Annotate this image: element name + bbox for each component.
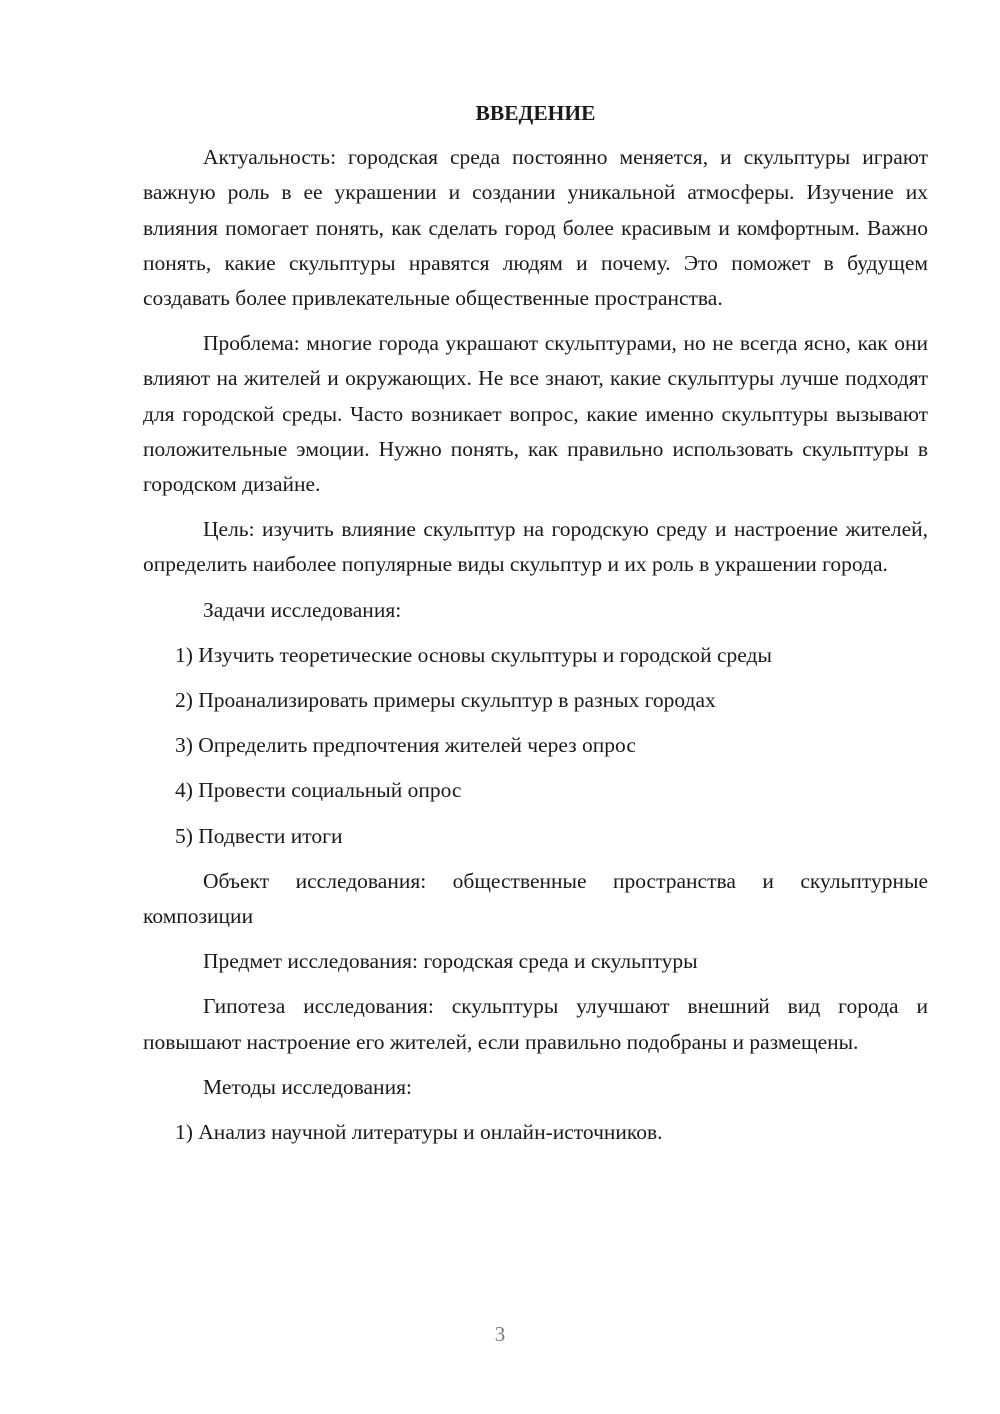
task-item-3: 3) Определить предпочтения жителей через опрос [175,733,636,758]
paragraph-subject: Предмет исследования: городская среда и скульптуры [203,949,698,974]
task-item-2: 2) Проанализировать примеры скульптур в разных городах [175,688,716,713]
methods-heading: Методы исследования: [203,1074,412,1099]
paragraph-relevance: Актуальность: городская среда постоянно меняется, и скульптуры играют важную роль в ее украшении и создании уникальной атмосферы. Изучение их влияния помогает понять, как сделать город более красивым и комфортным. Важно понять, какие скульптуры нравятся людям и почему. Это поможет в будущем создавать более привлекательные общественные пространства. [143,145,928,311]
tasks-heading: Задачи исследования: [203,597,402,622]
task-item-5: 5) Подвести итоги [175,823,343,848]
task-item-4: 4) Провести социальный опрос [175,778,462,803]
section-title: ВВЕДЕНИЕ [475,101,596,125]
paragraph-hypothesis: Гипотеза исследования: скульптуры улучшают внешний вид города и повышают настроение его жителей, если правильно подобраны и размещены. [143,994,928,1054]
page-content [143,96,928,1160]
page-number: 3 [494,1322,506,1346]
method-item-1: 1) Анализ научной литературы и онлайн-источников. [175,1120,663,1145]
task-item-1: 1) Изучить теоретические основы скульптуры и городской среды [175,642,772,667]
paragraph-object: Объект исследования: общественные пространства и скульптурные композиции [143,868,928,929]
paragraph-goal: Цель: изучить влияние скульптур на городскую среду и настроение жителей, определить наиболее популярные виды скульптур и их роль в украшении города. [143,517,928,577]
paragraph-problem: Проблема: многие города украшают скульптурами, но не всегда ясно, как они влияют на жителей и окружающих. Не все знают, какие скульптуры лучше подходят для городской среды. Часто возникает вопрос, какие именно скульптуры вызывают положительные эмоции. Нужно понять, как правильно использовать скульптуры в городском дизайне. [143,331,928,497]
